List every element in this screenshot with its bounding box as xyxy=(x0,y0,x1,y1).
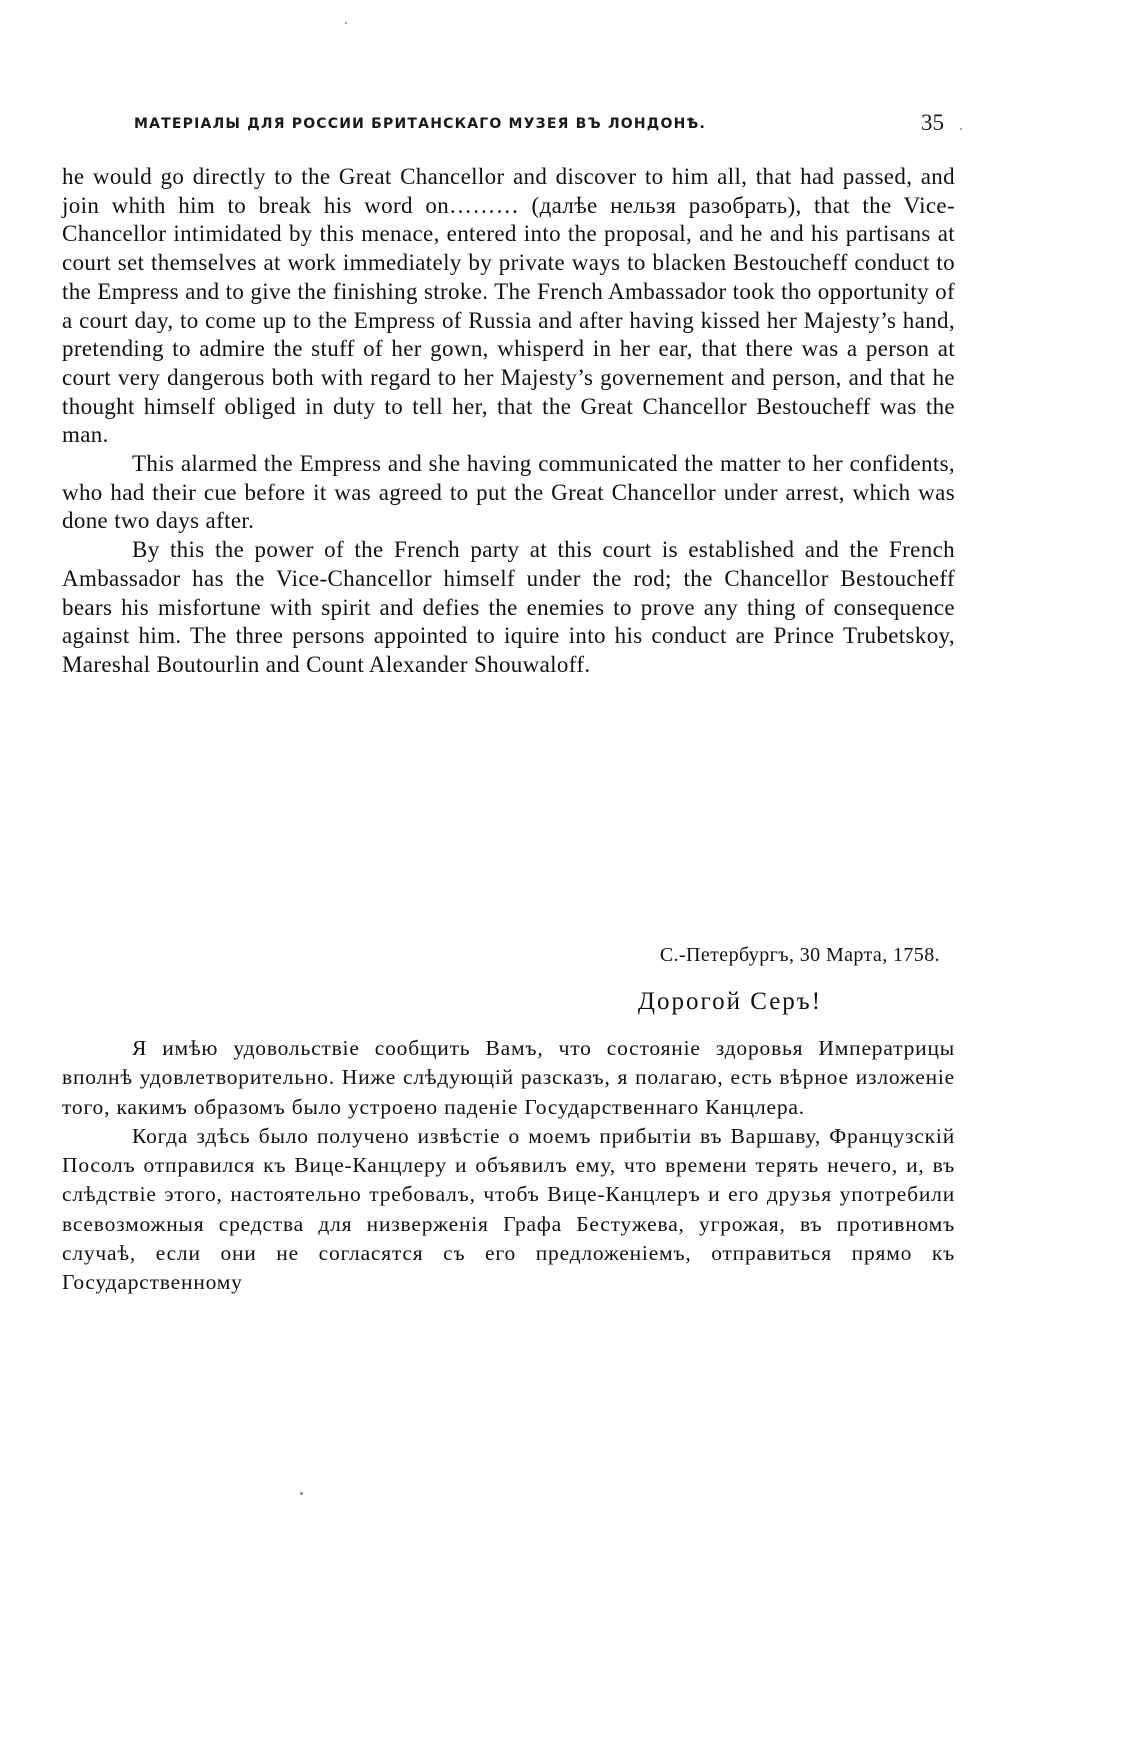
page-number: 35 xyxy=(921,110,944,135)
english-paragraph-3: By this the power of the French party at this court is established and the French Ambassador has the Vice-Chancellor himself under the rod; the Chancellor Bestoucheff bears his misfortune with spirit and defies the enemies to prove any thing of consequence against him. The three persons appointed to iquire into his conduct are Prince Trubetskoy, Mareshal Boutourlin and Count Alexander Shouwaloff. xyxy=(62,537,955,677)
russian-letter-text xyxy=(62,1034,955,1298)
english-letter-text xyxy=(62,163,955,680)
russian-paragraph-2: Когда здѣсь было получено извѣстіе о моемъ прибытіи въ Варшаву, Французскій Посолъ отправился къ Вице-Канцлеру и объявилъ ему, что времени терять нечего, и, въ слѣдствіе этого, настоятельно требовалъ, чтобъ Вице-Канцлеръ и его друзья употребили всевозможныя средства для низверженія Графа Бестужева, угрожая, въ противномъ случаѣ, если они не согласятся съ его предложеніемъ, отправиться прямо къ Государственному xyxy=(62,1123,955,1295)
letter-dateline: С.-Петербургъ, 30 Марта, 1758. xyxy=(659,944,940,966)
letter-salutation: Дорогой Серъ! xyxy=(637,988,823,1015)
english-paragraph-1: he would go directly to the Great Chancellor and discover to him all, that had passed, and join whith him to break his word on……… (далѣе нельзя разобрать), that the Vice-Chancellor intimidated by this menace, entered into the proposal, and he and his partisans at court set themselves at work immediately by private ways to blacken Bestoucheff conduct to the Empress and to give the finishing stroke. The French Ambassador took tho opportunity of a court day, to come up to the Empress of Russia and after having kissed her Majesty’s hand, pretending to admire the stuff of her gown, whisperd in her ear, that there was a person at court very dangerous both with regard to her Majesty’s governement and person, and that he thought himself obliged in duty to tell her, that the Great Chancellor Bestoucheff was the man. xyxy=(62,164,955,448)
paper-speck xyxy=(300,1492,303,1495)
russian-paragraph-1: Я имѣю удовольствіе сообщить Вамъ, что состояніе здоровья Императрицы вполнѣ удовлетворительно. Ниже слѣдующій разсказъ, я полагаю, есть вѣрное изложеніе того, какимъ образомъ было устроено паденіе Государственнаго Канцлера. xyxy=(62,1036,955,1119)
running-title: МАТЕРІАЛЫ ДЛЯ РОССИИ БРИТАНСКАГО МУЗЕЯ ВЪ ЛОНДОНѢ. xyxy=(134,116,706,132)
english-paragraph-2: This alarmed the Empress and she having communicated the matter to her confidents, who had their cue before it was agreed to put the Great Chancellor under arrest, which was done two days after. xyxy=(62,451,955,534)
paper-speck xyxy=(345,22,347,24)
paper-speck xyxy=(960,128,962,130)
